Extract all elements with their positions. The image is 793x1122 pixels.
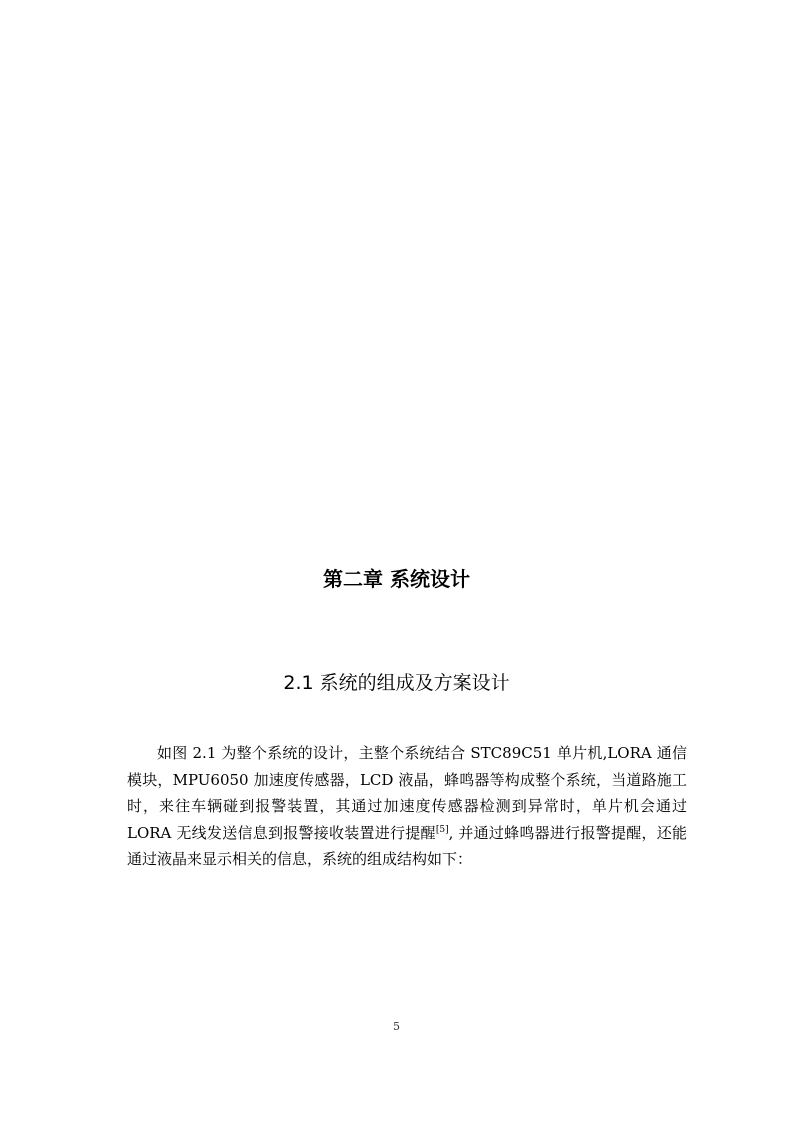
paragraph-text-before-citation: 如图 2.1 为整个系统的设计，主整个系统结合 STC89C51 单片机,LORA 通信模块，MPU6050 加速度传感器，LCD 液晶，蜂鸣器等构成整个系统，当道路施工时，来往车辆碰到报警装置，其通过加速度传感器检测到异常时，单片机会通过 LORA 无线发送信息到报警接收装置进行提醒	[127, 744, 687, 842]
section-title: 2.1 系统的组成及方案设计	[283, 672, 510, 694]
body-paragraph	[127, 740, 687, 873]
chapter-title: 第二章 系统设计	[323, 567, 470, 591]
citation-reference: [5]	[435, 824, 449, 835]
page-number: 5	[393, 1020, 400, 1033]
paragraph-text-after-citation: , 并通过蜂鸣器进行报警提醒，还能通过液晶来显示相关的信息，系统的组成结构如下：	[127, 823, 688, 868]
